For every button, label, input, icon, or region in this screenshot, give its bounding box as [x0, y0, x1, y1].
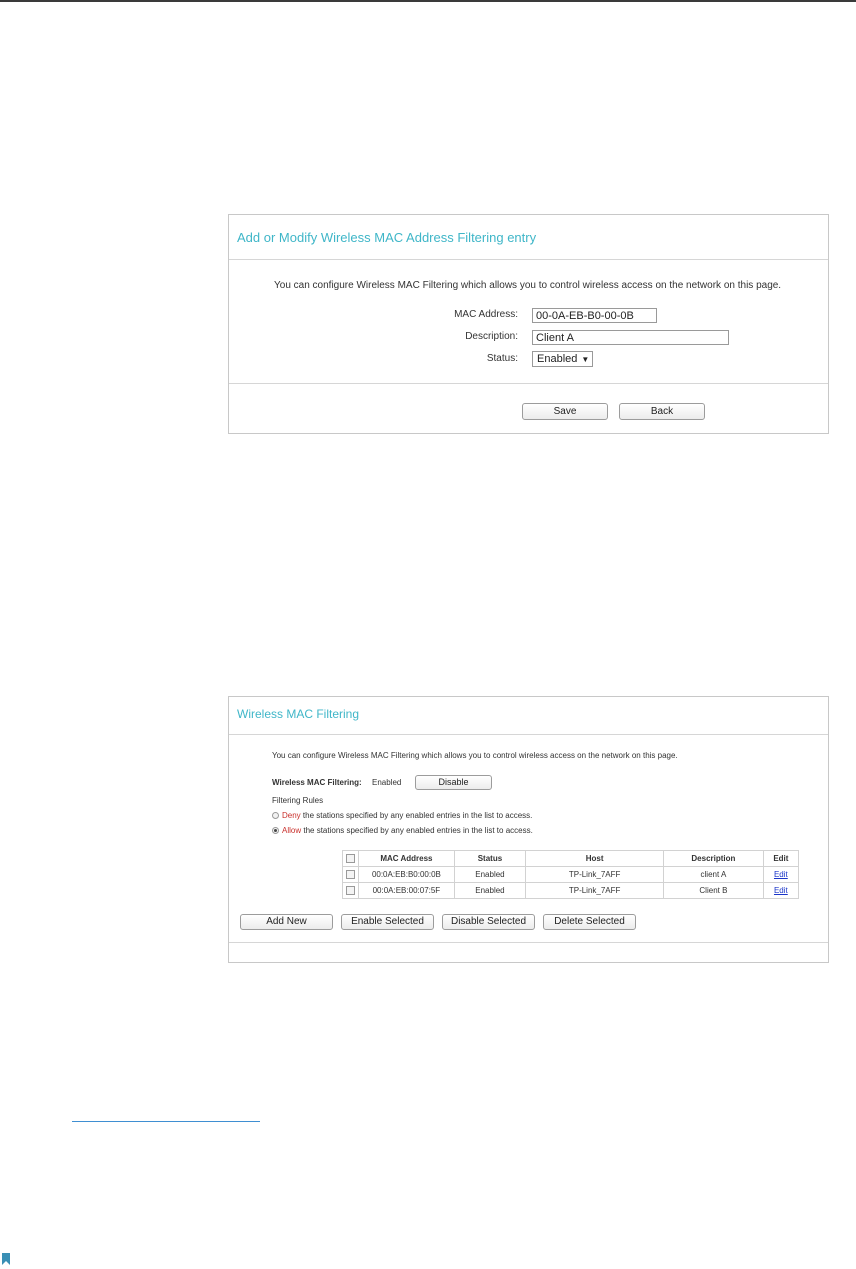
- status-cell: Enabled: [454, 883, 525, 899]
- edit-cell: [763, 867, 798, 883]
- column-header: Description: [664, 851, 764, 867]
- enable-selected-button[interactable]: Enable Selected: [341, 914, 434, 930]
- filtering-panel-intro: You can configure Wireless MAC Filtering which allows you to control wireless access on the network on this page.: [272, 751, 678, 760]
- table-row: [343, 883, 799, 899]
- filtering-rules-label: Filtering Rules: [272, 796, 324, 805]
- modify-entry-panel: [228, 214, 829, 434]
- divider: [229, 259, 828, 260]
- description-cell: Client B: [664, 883, 764, 899]
- delete-selected-button[interactable]: Delete Selected: [543, 914, 636, 930]
- mac-cell: 00:0A:EB:00:07:5F: [359, 883, 455, 899]
- footer-link-underline[interactable]: [72, 1121, 260, 1122]
- row-checkbox[interactable]: [346, 870, 355, 879]
- save-button[interactable]: Save: [522, 403, 608, 420]
- column-header: Host: [526, 851, 664, 867]
- table-row: [343, 867, 799, 883]
- top-rule: [0, 0, 856, 2]
- edit-link[interactable]: Edit: [773, 886, 788, 895]
- deny-description: the stations specified by any enabled entries in the list to access.: [300, 811, 533, 820]
- row-select-cell: [343, 867, 359, 883]
- deny-word: Deny: [282, 811, 301, 820]
- description-label: Description:: [465, 331, 518, 342]
- select-all-cell: [343, 851, 359, 867]
- status-label: Status:: [486, 353, 518, 364]
- mac-address-input[interactable]: [532, 308, 657, 323]
- edit-link[interactable]: Edit: [773, 870, 788, 879]
- filtering-label: Wireless MAC Filtering:: [272, 778, 362, 787]
- mac-cell: 00:0A:EB:B0:00:0B: [359, 867, 455, 883]
- deny-radio[interactable]: [272, 812, 279, 819]
- mac-filtering-panel: [228, 696, 829, 963]
- column-header: Status: [454, 851, 525, 867]
- column-header: MAC Address: [359, 851, 455, 867]
- allow-description: the stations specified by any enabled entries in the list to access.: [301, 826, 533, 835]
- select-all-checkbox[interactable]: [346, 854, 355, 863]
- divider: [229, 383, 828, 384]
- status-cell: Enabled: [454, 867, 525, 883]
- column-header: Edit: [763, 851, 798, 867]
- modify-panel-title: Add or Modify Wireless MAC Address Filtering entry: [237, 230, 537, 245]
- description-cell: client A: [664, 867, 764, 883]
- description-input[interactable]: [532, 330, 729, 345]
- deny-rule-text: [282, 811, 532, 820]
- mac-filter-table: [342, 850, 799, 899]
- disable-button[interactable]: Disable: [415, 775, 492, 790]
- back-button[interactable]: Back: [619, 403, 705, 420]
- modify-panel-intro: You can configure Wireless MAC Filtering which allows you to control wireless access on the network on this page.: [274, 280, 782, 291]
- filtering-panel-title: Wireless MAC Filtering: [237, 707, 360, 721]
- bookmark-icon: [2, 1253, 10, 1265]
- dropdown-arrow-icon: ▼: [581, 355, 590, 364]
- allow-rule-text: [282, 826, 533, 835]
- host-cell: TP-Link_7AFF: [526, 867, 664, 883]
- status-select-value: Enabled: [537, 353, 578, 365]
- row-checkbox[interactable]: [346, 886, 355, 895]
- filtering-state: Enabled: [372, 778, 402, 787]
- add-new-button[interactable]: Add New: [240, 914, 333, 930]
- mac-address-label: MAC Address:: [454, 309, 518, 320]
- allow-word: Allow: [282, 826, 302, 835]
- status-select[interactable]: [532, 351, 593, 367]
- row-select-cell: [343, 883, 359, 899]
- edit-cell: [763, 883, 798, 899]
- allow-radio[interactable]: [272, 827, 279, 834]
- divider: [229, 942, 828, 943]
- host-cell: TP-Link_7AFF: [526, 883, 664, 899]
- divider: [229, 734, 828, 735]
- disable-selected-button[interactable]: Disable Selected: [442, 914, 535, 930]
- table-header-row: [343, 851, 799, 867]
